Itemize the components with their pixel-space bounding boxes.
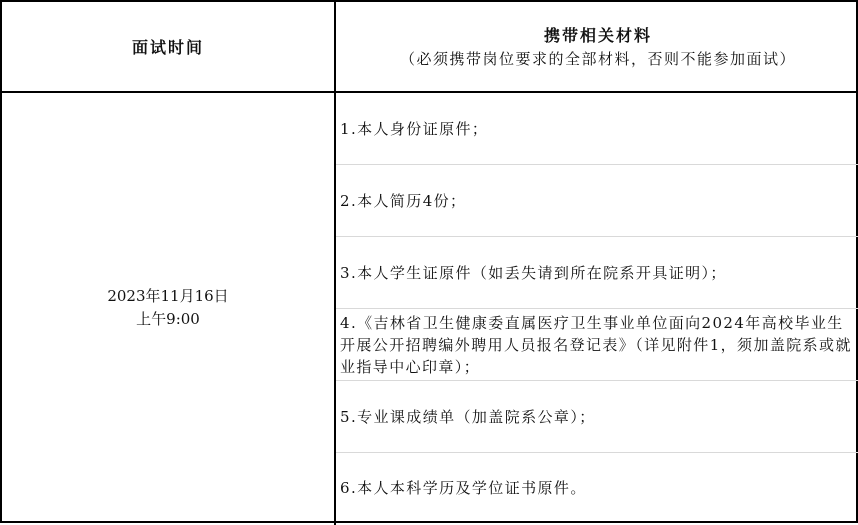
material-item-1: 1.本人身份证原件； [340, 119, 489, 138]
material-item-3: 3.本人学生证原件（如丢失请到所在院系开具证明）； [340, 263, 727, 282]
header-interview-time: 面试时间 [131, 38, 204, 57]
interview-time: 上午9:00 [136, 310, 200, 328]
interview-time-cell [2, 93, 334, 523]
material-item-5: 5.专业课成绩单（加盖院系公章）； [340, 407, 596, 426]
material-item-6: 6.本人本科学历及学位证书原件。 [340, 479, 587, 497]
material-item-4: 4.《吉林省卫生健康委直属医疗卫生事业单位面向2024年高校毕业生开展公开招聘编外聘用人员报名登记表》（详见附件1，须加盖院系或就业指导中心印章）； [340, 314, 852, 376]
header-materials-title: 携带相关材料 [543, 25, 652, 45]
row-divider [336, 308, 858, 309]
interview-date: 2023年11月16日 [107, 287, 229, 305]
header-materials-note: （必须携带岗位要求的全部材料，否则不能参加面试） [399, 49, 796, 68]
header-materials [336, 2, 858, 91]
material-item-2: 2.本人简历4份； [340, 191, 467, 210]
